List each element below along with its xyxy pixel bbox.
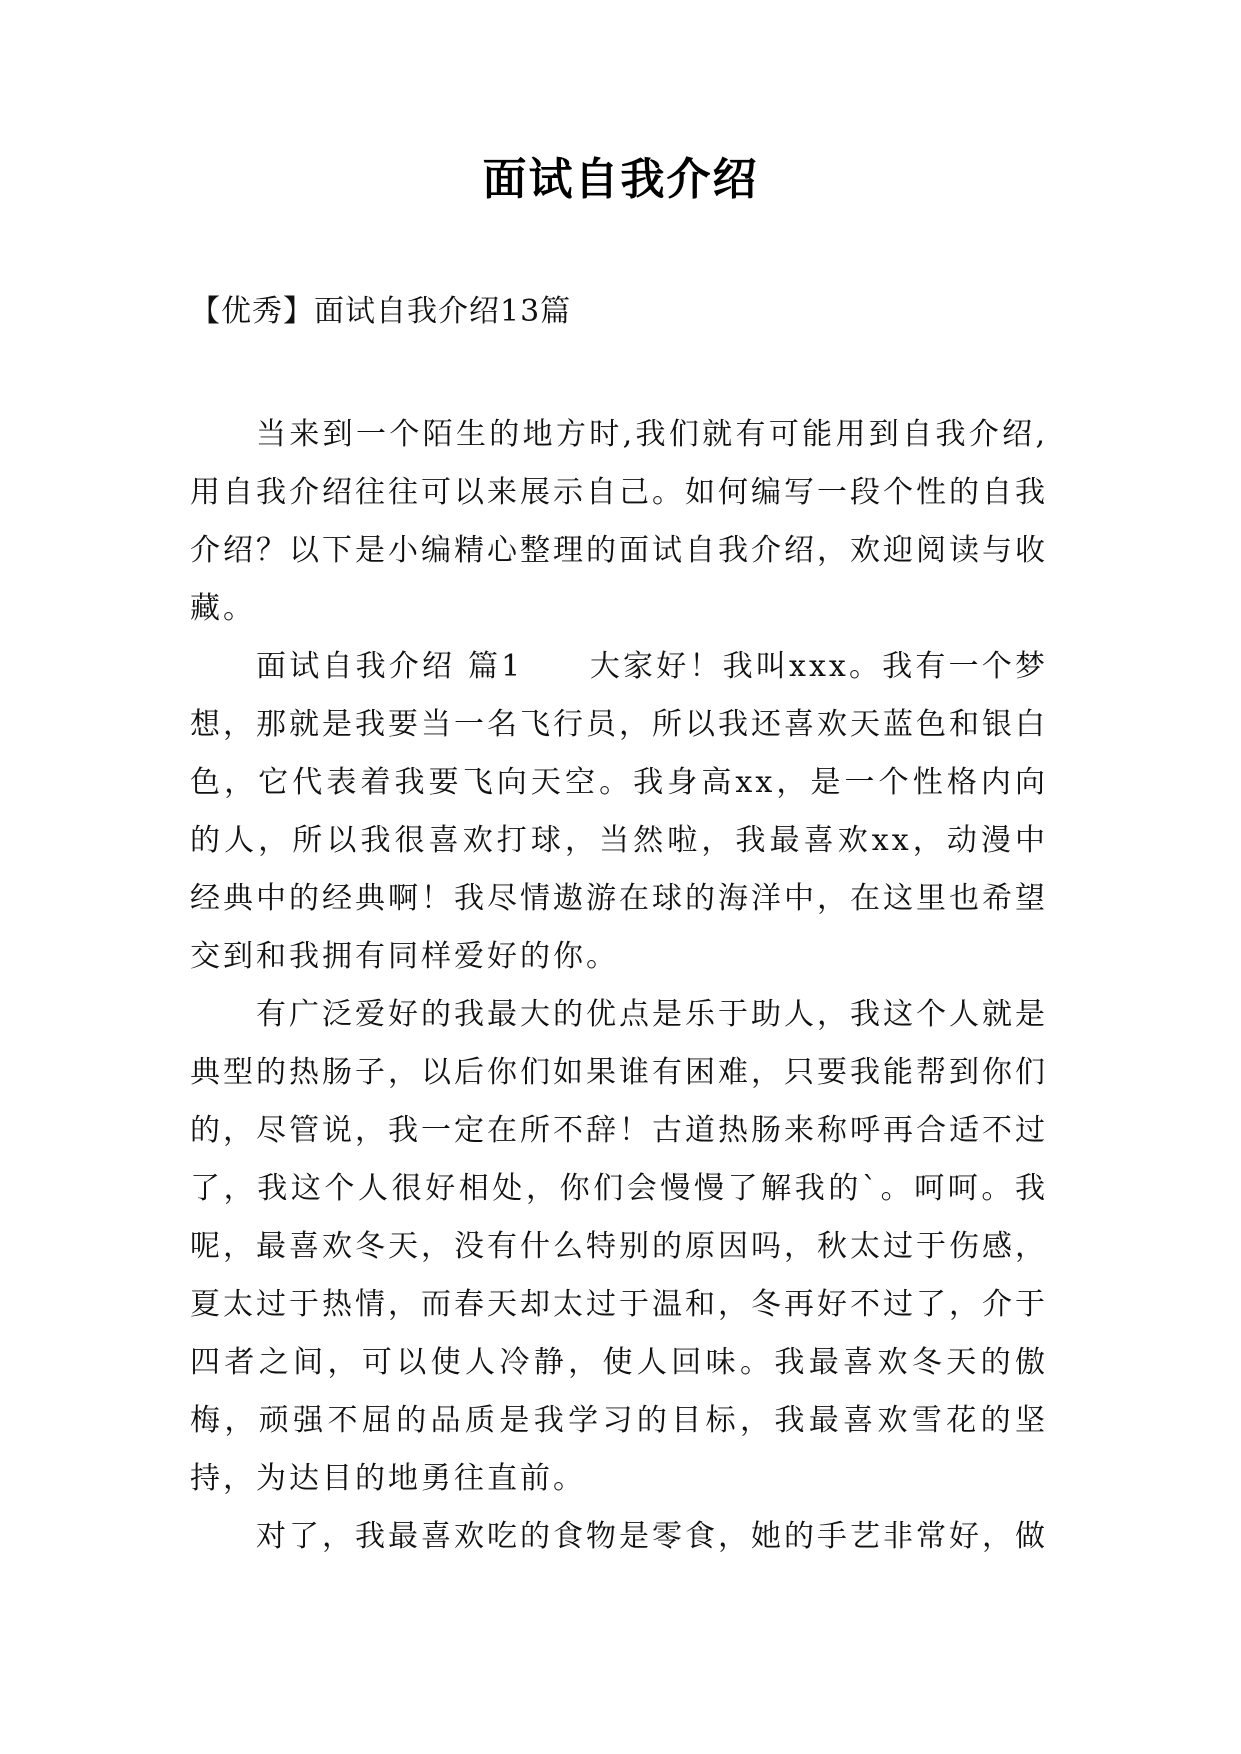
document-title: 面试自我介绍 bbox=[482, 154, 759, 205]
paragraph-part-1: 面试自我介绍 篇1 大家好！我叫xxx。我有一个梦想，那就是我要当一名飞行员，所以我还喜欢天蓝色和银白色，它代表着我要飞向天空。我身高xx，是一个性格内向的人，所以我很喜欢打球，当然啦，我最喜欢xx，动漫中经典中的经典啊！我尽情遨游在球的海洋中，在这里也希望交到和我拥有同样爱好的你。 bbox=[190, 649, 1048, 974]
paragraph-food: 对了，我最喜欢吃的食物是零食，她的手艺非常好，做 bbox=[256, 1519, 1048, 1554]
document-body bbox=[190, 406, 1048, 1566]
document-subtitle: 【优秀】面试自我介绍13篇 bbox=[190, 294, 572, 329]
paragraph-hobbies: 有广泛爱好的我最大的优点是乐于助人，我这个人就是典型的热肠子，以后你们如果谁有困难，只要我能帮到你们的，尽管说，我一定在所不辞！古道热肠来称呼再合适不过了，我这个人很好相处，你们会慢慢了解我的`。呵呵。我呢，最喜欢冬天，没有什么特别的原因吗，秋太过于伤感，夏太过于热情，而春天却太过于温和，冬再好不过了，介于四者之间，可以使人冷静，使人回味。我最喜欢冬天的傲梅，顽强不屈的品质是我学习的目标，我最喜欢雪花的坚持，为达目的地勇往直前。 bbox=[190, 997, 1048, 1496]
paragraph-intro: 当来到一个陌生的地方时,我们就有可能用到自我介绍,用自我介绍往往可以来展示自己。如何编写一段个性的自我介绍？以下是小编精心整理的面试自我介绍，欢迎阅读与收藏。 bbox=[190, 417, 1048, 626]
